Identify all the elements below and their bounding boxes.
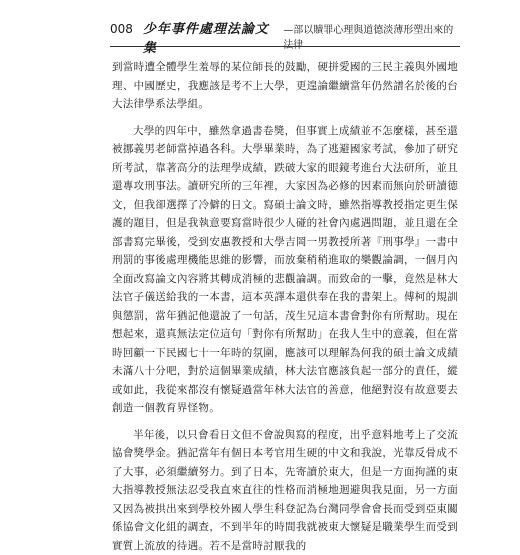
paragraph-1: 到當時遭全體學生羞辱的某位師長的鼓勵，硬拼愛國的三民主義與外國地理、中國歷史，我應該是考不上大學，更遑論繼續當年仍然譜名於後的台大法律學系法學組。 — [112, 58, 458, 114]
running-header — [110, 18, 460, 42]
header-rule — [110, 46, 460, 47]
book-title: 少年事件處理法論文集 — [143, 18, 273, 56]
body-text — [112, 58, 458, 492]
paragraph-2: 大學的四年中，雖然拿過書卷獎，但事實上成績並不怎麼樣，甚至還被挪義男老師當掉過各科。大學畢業時，為了逃避國家考試，參加了研究所考試，靠著高分的法理學成績，跌破大家的眼鏡考進台大法研所，並且還專攻刑事法。讀研究所的三年裡，大家因為必修的因素而無向於研讀德文，但我卻選擇了冷僻的日文。寫碩士論文時，雖然指導教授指定更生保護的題目，但是我執意要寫當時很少人碰的社會內處遇問題，並且還在全部書寫完畢後，受到安惠教授和大學吉岡一男教授所著『刑事學』一書中刑罰的事後處理機能思維的影響，而放棄稍稍進取的樂觀論調，一個月內全面改寫論文內容將其轉成消極的悲觀論調。而致命的一擊，竟然是林大法官子儀送給我的一本書，這本英譯本還供奉在我的書架上。傅柯的規訓與懲罰，當年猶記他還說了一句話，茂生兄這本書會對你有所幫助。現在想起來，還真無法定位這句「對你有所幫助」在我人生中的意義，但在當時回顧一下民國七十一年時的氛圍，應該可以理解為何我的碩士論文成績未滿八十分吧，對於這個畢業成績，林大法官應該負起一部分的責任，縱或如此，我從來都沒有懷疑過當年林大法官的善意，他絕對沒有故意要去創造一個教育界怪物。 — [112, 122, 458, 418]
page-number: 008 — [110, 22, 133, 36]
book-subtitle: —部以贖罪心理與道德淡薄形塑出來的法律 — [283, 21, 460, 51]
paragraph-3: 半年後，以只會看日文但不會說與寫的程度，出乎意料地考上了交流協會獎學金。猶記當年有個日本考官用生硬的中文和我說，光靠反骨成不了大事，必須繼續努力。到了日本，先寄讀於東大，但是一方面拘謹的東大指導教授無法忍受我直來直往的性格而消極地迴避與我見面，另一方面又因為被拱出來到學校外國人學生科登記為台灣同學會會長而受到亞東關係協會文化組的調查，不到半年的時間我就被東大懷疑是職業學生而受到實質上流放的待遇。若不是當時討厭我的 — [112, 426, 458, 555]
